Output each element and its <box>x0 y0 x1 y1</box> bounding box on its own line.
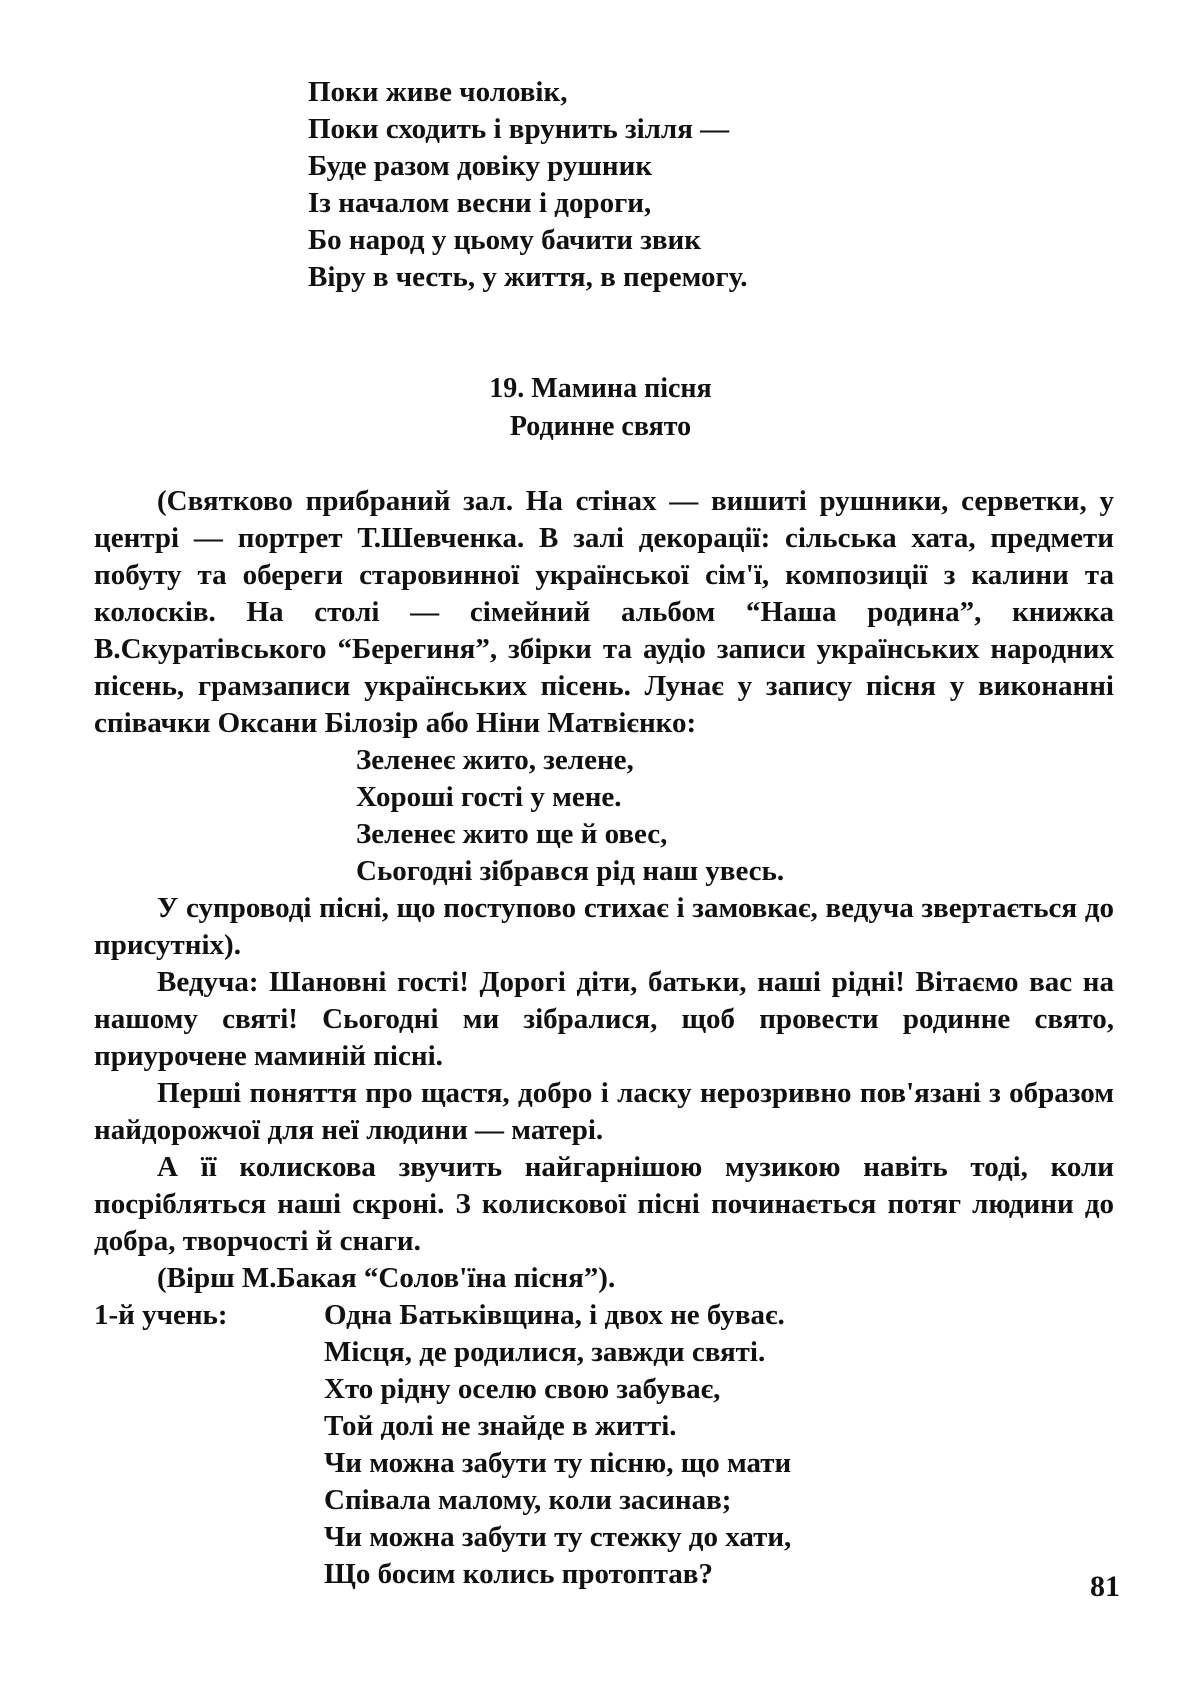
paragraph: (Вірш М.Бакая “Солов'їна пісня”). <box>157 1262 616 1294</box>
verse-line: Той долі не знайде в житті. <box>324 1410 677 1442</box>
poem-line: Поки живе чоловік, <box>308 76 568 108</box>
paragraph: Перші поняття про щастя, добро і ласку нерозривно пов'язані з образом найдорожчої для неї людини — матері. <box>94 1077 1114 1146</box>
body-text <box>94 483 1114 1593</box>
section-subtitle: Родинне свято <box>509 411 692 442</box>
verse-line: Що босим колись протоптав? <box>324 1558 713 1590</box>
paragraph: Ведуча: Шановні гості! Дорогі діти, батьки, наші рідні! Вітаємо вас на нашому святі! Сьогодні ми зібралися, щоб провести родинне свято, приурочене маминій пісні. <box>94 966 1114 1072</box>
verse-line: Зеленеє жито, зелене, <box>356 744 634 776</box>
paragraph: У супроводі пісні, що поступово стихає і замовкає, ведуча звертається до присутніх). <box>94 892 1114 961</box>
poem-line: Віру в честь, у життя, в перемогу. <box>308 261 748 293</box>
poem-line: Бо народ у цьому бачити звик <box>308 224 701 256</box>
section-title: 19. Мамина пісня <box>489 373 712 404</box>
verse-line: Сьогодні зібрався рід наш увесь. <box>356 855 785 887</box>
verse-line: Одна Батьківщина, і двох не буває. <box>324 1299 785 1331</box>
verse-line: Співала малому, коли засинав; <box>324 1484 732 1516</box>
verse-line: Чи можна забути ту пісню, що мати <box>324 1447 792 1479</box>
opening-poem <box>308 74 748 296</box>
paragraph: А її колискова звучить найгарнішою музикою навіть тоді, коли посрібляться наші скроні. З колискової пісні починається потяг людини до добра, творчості й снаги. <box>94 1151 1114 1257</box>
stage-direction: (Святково прибраний зал. На стінах — вишиті рушники, серветки, у центрі — портрет Т.Шевченка. В залі декорації: сільська хата, предмети побуту та обереги старовинної української сім'ї, композиції з калини та колосків. На столі — сімейний альбом “Наша родина”, книжка В.Скуратівського “Берегиня”, збірки та аудіо записи українських народних пісень, грамзаписи українських пісень. Лунає у запису пісня у виконанні співачки Оксани Білозір або Ніни Матвієнко: <box>94 485 1114 739</box>
poem-line: Поки сходить і врунить зілля — <box>308 113 730 145</box>
verse-line: Хороші гості у мене. <box>356 781 622 813</box>
page-number: 81 <box>1090 1570 1120 1603</box>
speaker-label: 1-й учень: <box>94 1299 228 1331</box>
student-recitation <box>94 1297 1114 1593</box>
song-verse <box>94 742 1114 890</box>
verse-line: Зеленеє жито ще й овес, <box>356 818 668 850</box>
poem-line: Буде разом довіку рушник <box>308 150 653 182</box>
verse-line: Чи можна забути ту стежку до хати, <box>324 1521 792 1553</box>
recitation-verse <box>324 1297 791 1593</box>
poem-line: Із началом весни і дороги, <box>308 187 652 219</box>
verse-line: Хто рідну оселю свою забуває, <box>324 1373 721 1405</box>
section-heading <box>0 370 1191 446</box>
verse-line: Місця, де родилися, завжди святі. <box>324 1336 766 1368</box>
